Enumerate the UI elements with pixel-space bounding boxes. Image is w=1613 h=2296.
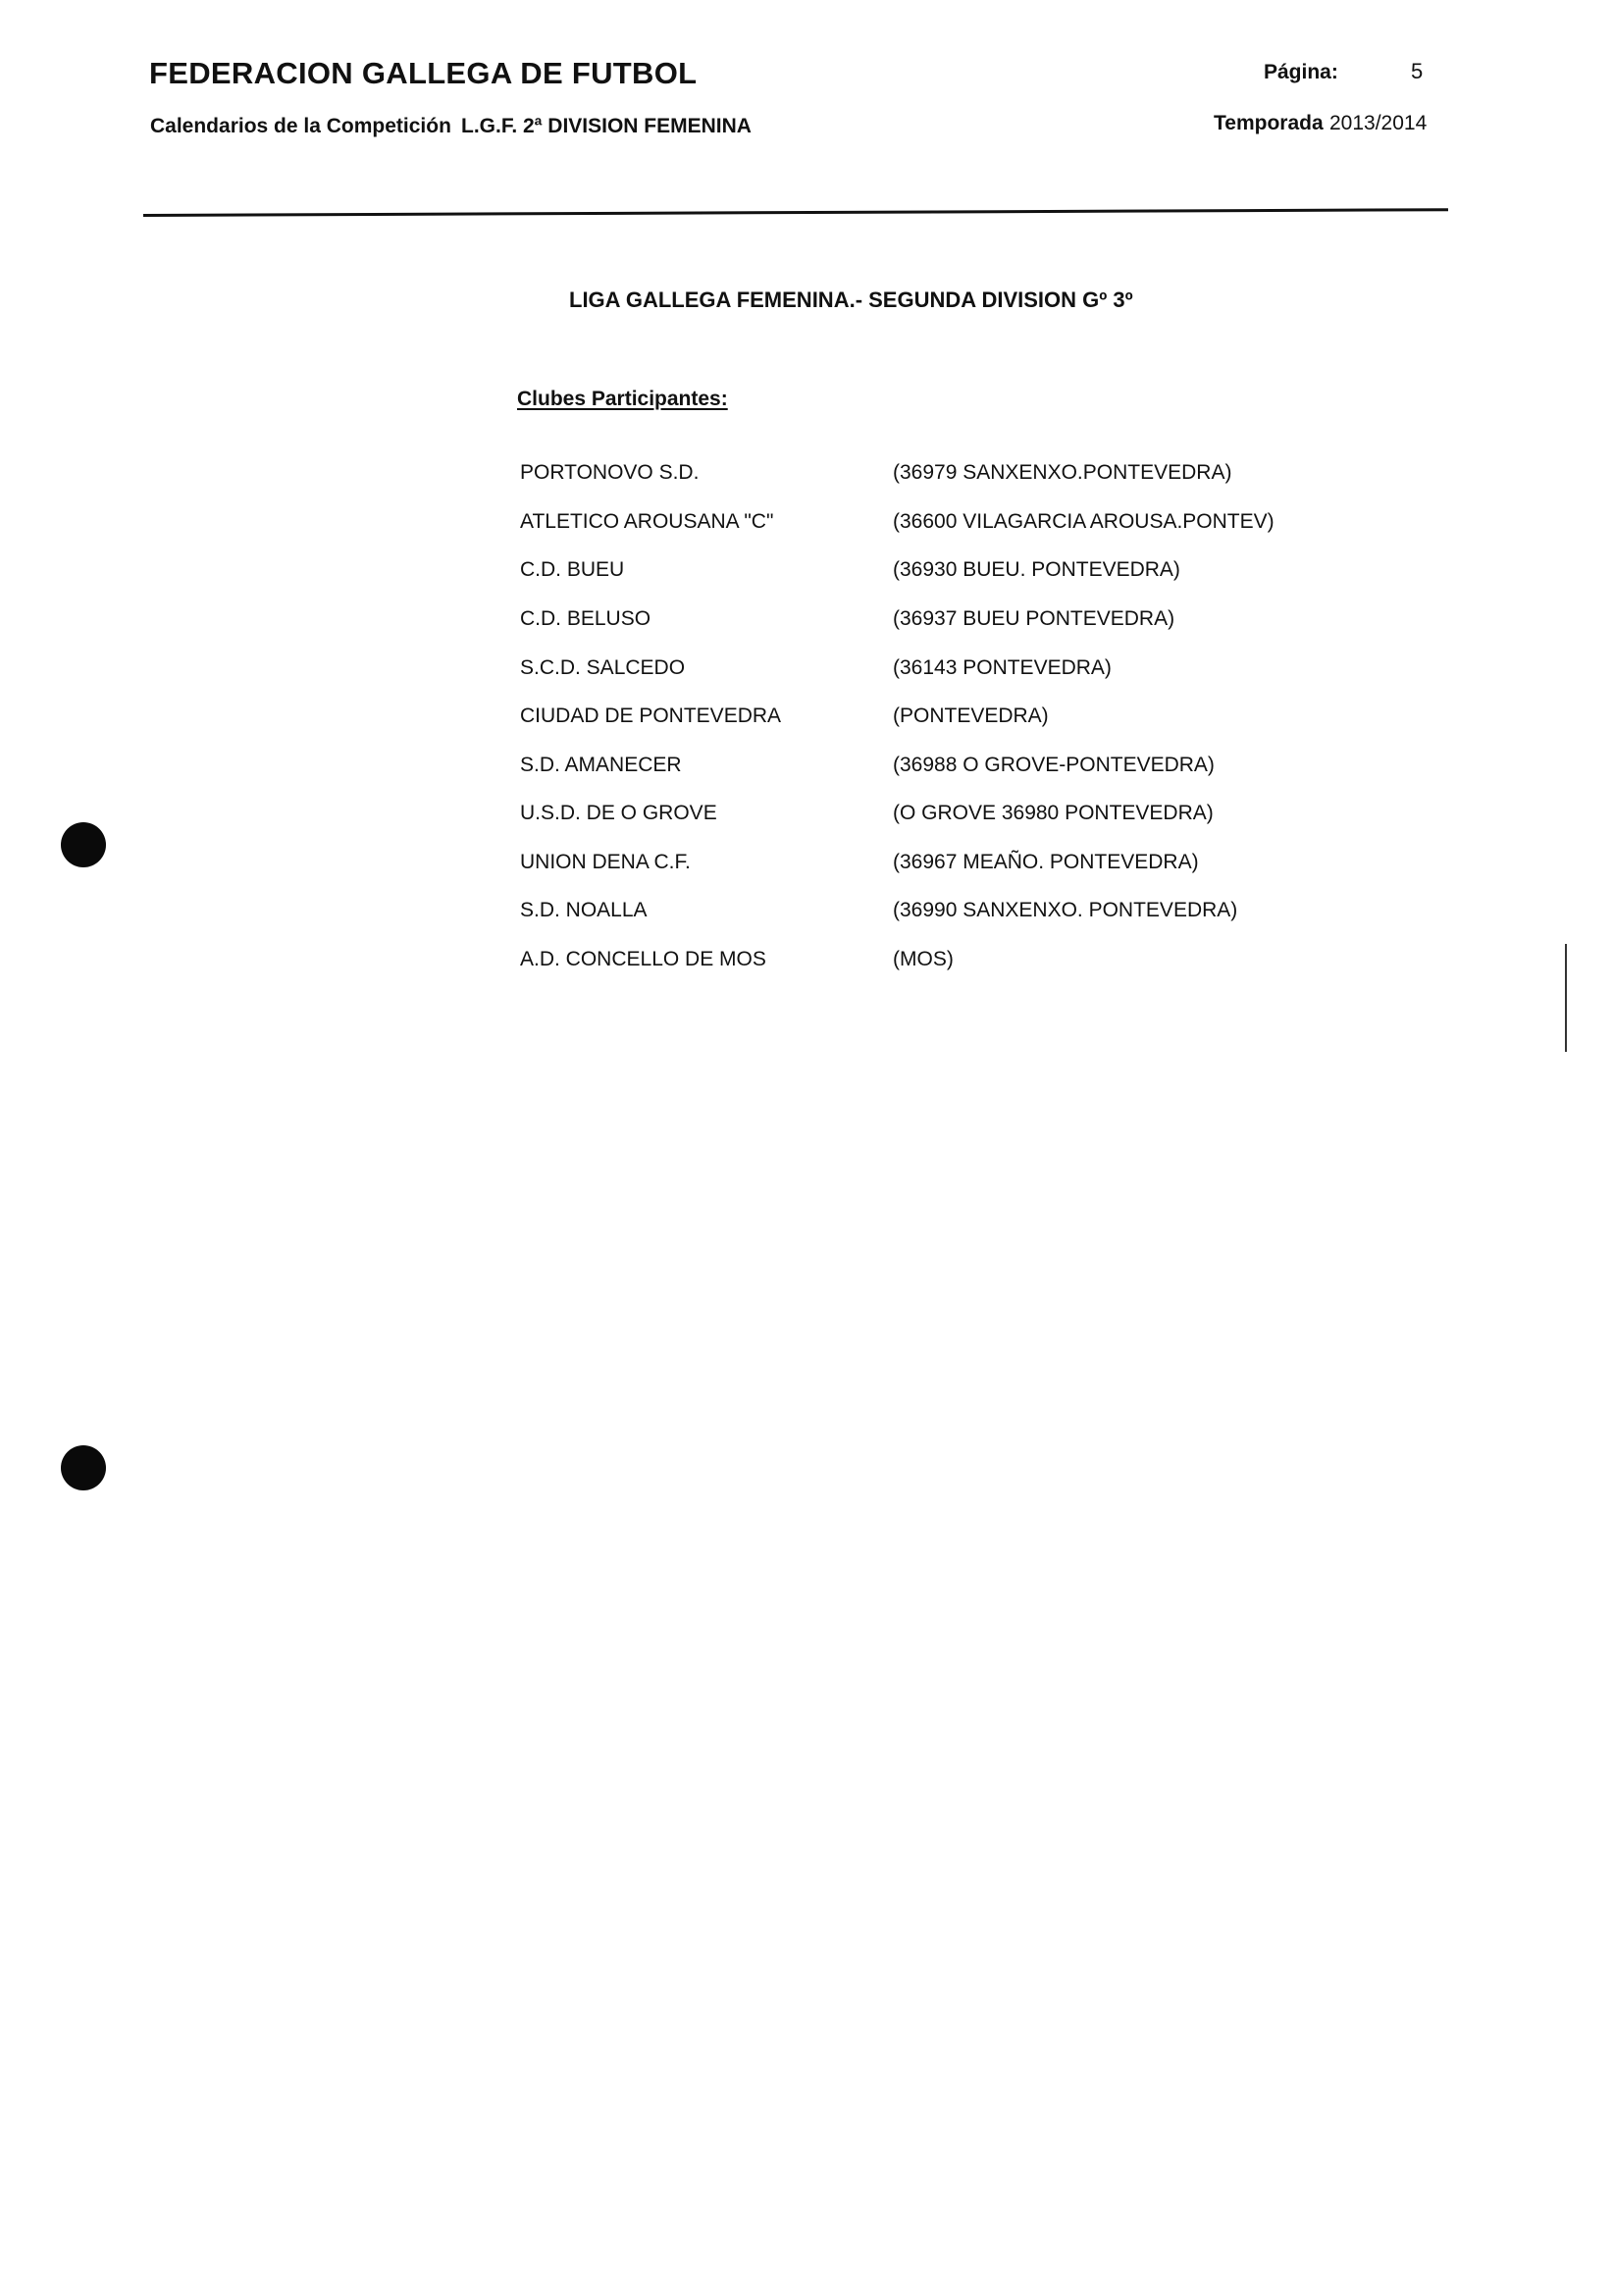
organization-title: FEDERACION GALLEGA DE FUTBOL <box>149 56 698 90</box>
club-location: (36600 VILAGARCIA AROUSA.PONTEV) <box>893 510 1275 533</box>
club-row <box>0 558 1613 598</box>
club-location: (36937 BUEU PONTEVEDRA) <box>893 607 1175 630</box>
club-location: (36143 PONTEVEDRA) <box>893 656 1112 679</box>
club-location: (36979 SANXENXO.PONTEVEDRA) <box>893 461 1232 484</box>
club-name: U.S.D. DE O GROVE <box>520 802 717 824</box>
club-location: (36988 O GROVE-PONTEVEDRA) <box>893 754 1215 776</box>
page-number: 5 <box>1411 59 1424 83</box>
club-name: PORTONOVO S.D. <box>520 461 700 484</box>
club-location: (36990 SANXENXO. PONTEVEDRA) <box>893 899 1238 921</box>
club-name: UNION DENA C.F. <box>520 851 691 873</box>
club-row <box>0 510 1613 549</box>
club-location: (36967 MEAÑO. PONTEVEDRA) <box>893 851 1199 873</box>
club-location: (PONTEVEDRA) <box>893 704 1049 727</box>
season-value: 2013/2014 <box>1329 112 1428 134</box>
club-name: ATLETICO AROUSANA "C" <box>520 510 774 533</box>
club-row <box>0 754 1613 793</box>
scan-mark <box>1565 944 1567 1052</box>
header-divider <box>143 208 1448 217</box>
club-location: (O GROVE 36980 PONTEVEDRA) <box>893 802 1214 824</box>
league-title: LIGA GALLEGA FEMENINA.- SEGUNDA DIVISION Gº 3º <box>569 287 1133 312</box>
club-name: S.D. AMANECER <box>520 754 682 776</box>
club-row <box>0 948 1613 987</box>
club-location: (MOS) <box>893 948 954 970</box>
club-name: C.D. BUEU <box>520 558 625 581</box>
club-row <box>0 461 1613 500</box>
club-name: S.D. NOALLA <box>520 899 648 921</box>
club-name: C.D. BELUSO <box>520 607 651 630</box>
club-row <box>0 899 1613 938</box>
club-name: A.D. CONCELLO DE MOS <box>520 948 766 970</box>
club-name: CIUDAD DE PONTEVEDRA <box>520 704 782 727</box>
club-row <box>0 656 1613 696</box>
punch-hole <box>61 822 106 867</box>
club-row <box>0 851 1613 890</box>
punch-hole <box>61 1445 106 1490</box>
club-row <box>0 704 1613 744</box>
subtitle-label: Calendarios de la Competición <box>150 115 451 137</box>
club-row <box>0 607 1613 647</box>
page-label: Página: <box>1264 61 1338 83</box>
season-label: Temporada <box>1214 112 1324 134</box>
club-row <box>0 802 1613 841</box>
club-location: (36930 BUEU. PONTEVEDRA) <box>893 558 1180 581</box>
clubs-heading: Clubes Participantes: <box>517 388 728 410</box>
competition-name: L.G.F. 2ª DIVISION FEMENINA <box>461 115 752 137</box>
club-name: S.C.D. SALCEDO <box>520 656 686 679</box>
